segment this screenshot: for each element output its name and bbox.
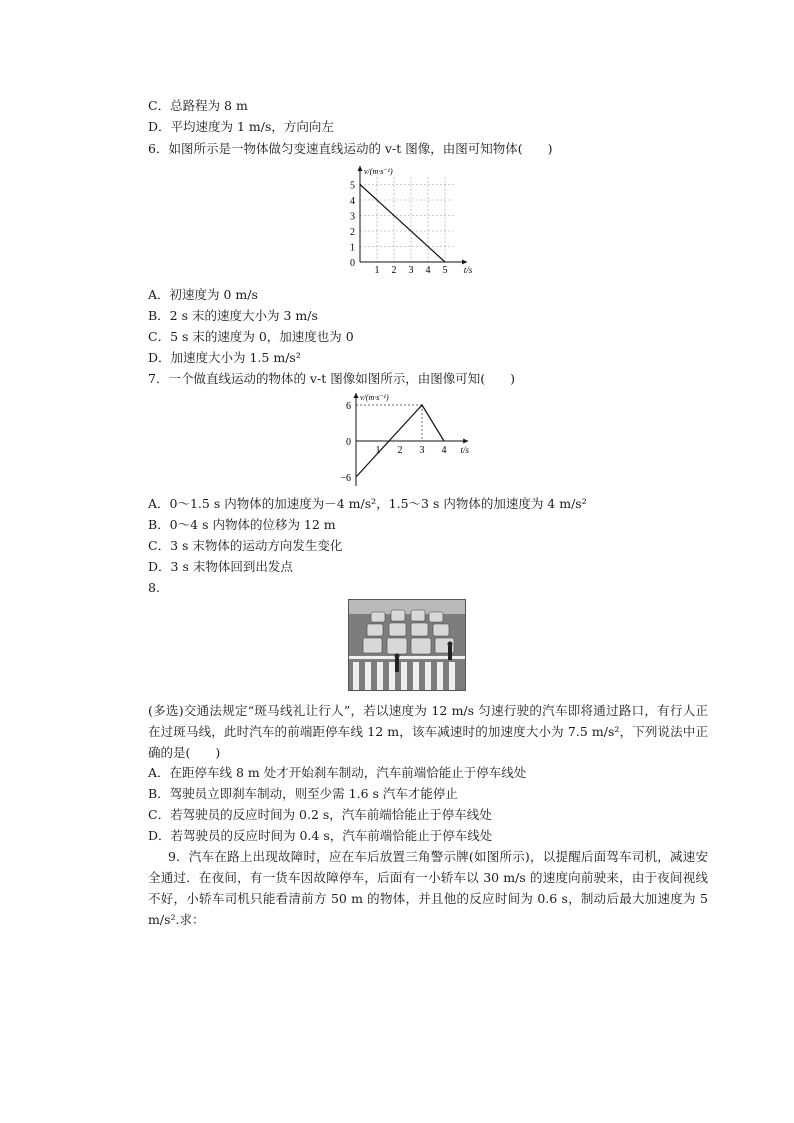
y-tick-label: 1: [350, 242, 355, 254]
q8-option-c: C．若驾驶员的反应时间为 0.2 s，汽车前端恰能止于停车线处: [148, 807, 492, 822]
q8-number: 8.: [148, 580, 160, 595]
q7-vt-graph: [330, 388, 480, 488]
q6-option-d: D．加速度大小为 1.5 m/s²: [148, 350, 301, 365]
x-axis-arrow: [462, 260, 467, 265]
x-tick-label: 1: [374, 265, 380, 276]
q8-stem: (多选)交通法规定“斑马线礼让行人”，若以速度为 12 m/s 匀速行驶的汽车即将通过路口，有行人正在过斑马线，此时汽车的前端距停车线 12 m，该车减速时的加速度大小为 7.5 m/s²，下列说法中正确的是( ): [148, 703, 708, 760]
y-tick-label: 4: [350, 196, 355, 207]
q8-option-b: B．驾驶员立即刹车制动，则至少需 1.6 s 汽车才能停止: [148, 786, 458, 801]
y-tick-label: 2: [350, 227, 355, 238]
q7-option-c: C．3 s 末物体的运动方向发生变化: [148, 538, 343, 553]
q7-option-a: A．0～1.5 s 内物体的加速度为－4 m/s²，1.5～3 s 内物体的加速度为 4 m/s²: [148, 496, 587, 511]
y-axis-label: v/(m·s⁻¹): [360, 393, 389, 402]
x-tick-label: 4: [425, 265, 431, 276]
x-tick-label: 1: [375, 445, 381, 456]
y-tick-label: 0: [346, 437, 351, 448]
q7-option-b: B．0～4 s 内物体的位移为 12 m: [148, 517, 336, 532]
q5-option-d: D．平均速度为 1 m/s，方向向左: [148, 119, 334, 134]
x-axis-arrow: [463, 439, 468, 444]
q6-stem: 6．如图所示是一物体做匀变速直线运动的 v-t 图像，由图可知物体( ): [148, 141, 553, 156]
q6-option-a: A．初速度为 0 m/s: [148, 287, 258, 302]
v-t-line: [360, 185, 445, 263]
y-axis-arrow: [358, 166, 363, 171]
q6-option-b: B．2 s 末的速度大小为 3 m/s: [148, 308, 318, 323]
x-axis-label: t/s: [463, 265, 473, 275]
x-tick-label: 5: [442, 265, 448, 276]
q9-stem: 9．汽车在路上出现故障时，应在车后放置三角警示牌(如图所示)，以提醒后面驾车司机，减速安全通过．在夜间，有一货车因故障停车，后面有一小轿车以 30 m/s 的速度向前驶来，由于夜间视线不好，小轿车司机只能看清前方 50 m 的物体，并且他的反应时间为 0.6 s，制动后最大加速度为 5 m/s².求：: [148, 849, 708, 927]
y-tick-label: 3: [350, 211, 355, 223]
x-tick-label: 2: [391, 265, 397, 276]
crosswalk-photo: [348, 599, 466, 691]
y-axis-label: v/(m·s⁻¹): [364, 167, 393, 176]
q6-option-c: C．5 s 末的速度为 0，加速度也为 0: [148, 329, 354, 344]
q6-vt-graph: [340, 160, 480, 276]
x-tick-label: 3: [419, 445, 425, 456]
y-tick-label: −6: [340, 473, 351, 484]
q7-option-d: D．3 s 末物体回到出发点: [148, 559, 293, 574]
y-tick-label: 6: [346, 401, 351, 412]
x-tick-label: 4: [441, 445, 447, 456]
q5-option-c: C．总路程为 8 m: [148, 98, 248, 113]
x-tick-label: 2: [397, 445, 403, 456]
y-axis-arrow: [354, 393, 359, 398]
q7-stem: 7．一个做直线运动的物体的 v-t 图像如图所示，由图像可知( ): [148, 371, 515, 386]
x-tick-label: 3: [408, 265, 414, 276]
y-tick-label: 0: [350, 258, 355, 269]
x-axis-label: t/s: [460, 445, 470, 455]
y-tick-label: 5: [350, 180, 355, 192]
q8-option-d: D．若驾驶员的反应时间为 0.4 s，汽车前端恰能止于停车线处: [148, 828, 493, 843]
q8-option-a: A．在距停车线 8 m 处才开始刹车制动，汽车前端恰能止于停车线处: [148, 765, 527, 780]
